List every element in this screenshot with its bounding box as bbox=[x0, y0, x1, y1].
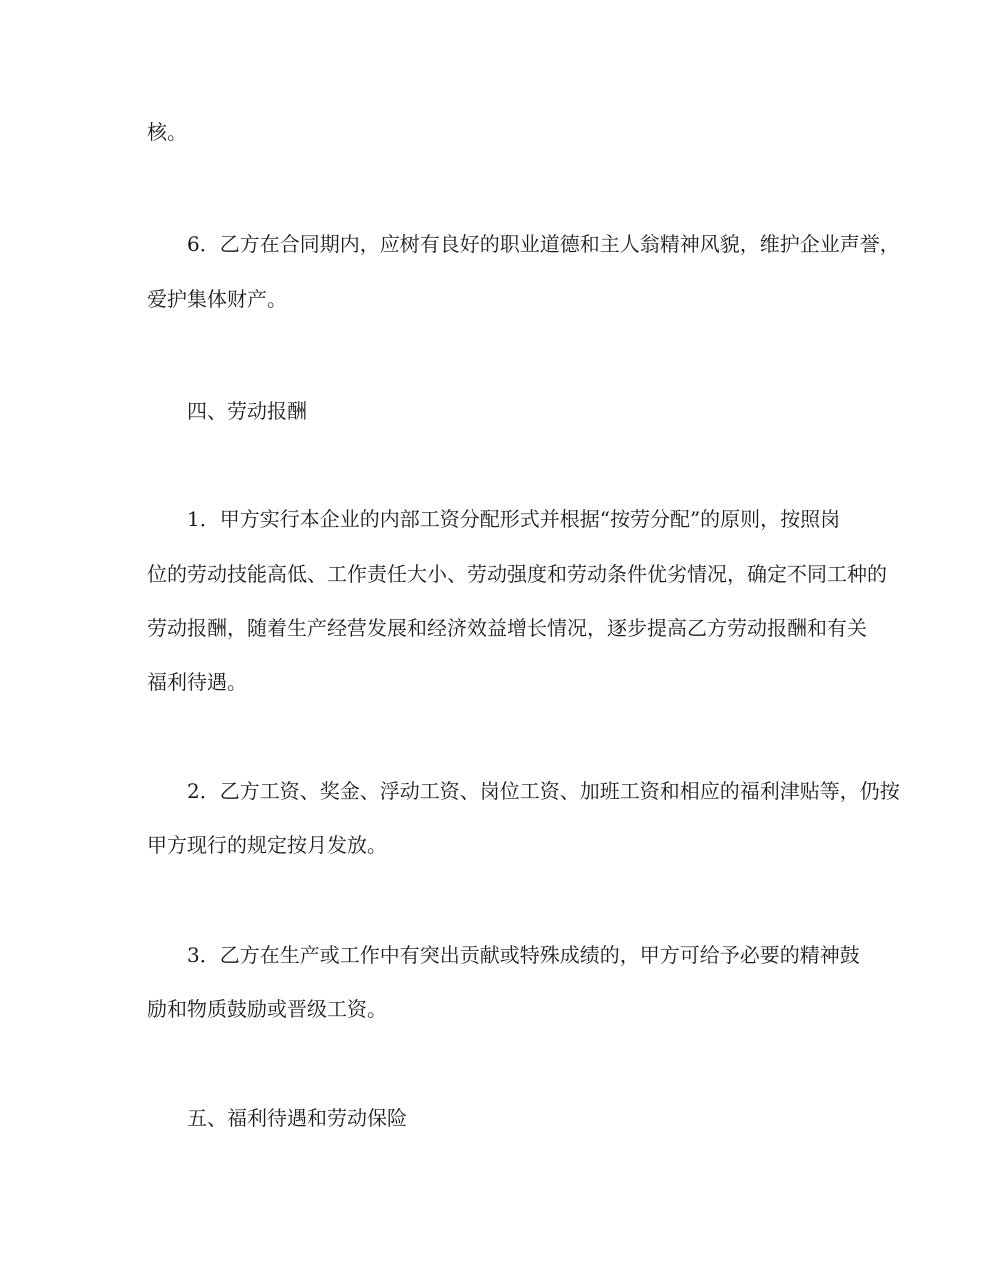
clause-3-line: 3．乙方在生产或工作中有突出贡献或特殊成绩的，甲方可给予必要的精神鼓 bbox=[187, 943, 860, 967]
section-heading-4: 四、劳动报酬 bbox=[187, 399, 307, 423]
text-line: 福利待遇。 bbox=[147, 670, 247, 694]
clause-6-line: 6．乙方在合同期内，应树有良好的职业道德和主人翁精神风貌，维护企业声誉， bbox=[187, 232, 900, 256]
clause-2-line: 2．乙方工资、奖金、浮动工资、岗位工资、加班工资和相应的福利津贴等，仍按 bbox=[187, 779, 900, 803]
text-line: 励和物质鼓励或晋级工资。 bbox=[147, 997, 387, 1021]
text-line: 甲方现行的规定按月发放。 bbox=[147, 833, 387, 857]
text-line: 位的劳动技能高低、工作责任大小、劳动强度和劳动条件优劣情况，确定不同工种的 bbox=[147, 562, 887, 586]
section-heading-5: 五、福利待遇和劳动保险 bbox=[187, 1106, 407, 1130]
text-line: 爱护集体财产。 bbox=[147, 287, 287, 311]
text-line: 劳动报酬，随着生产经营发展和经济效益增长情况，逐步提高乙方劳动报酬和有关 bbox=[147, 616, 867, 640]
text-line: 核。 bbox=[147, 120, 187, 144]
clause-1-line: 1．甲方实行本企业的内部工资分配形式并根据“按劳分配”的原则，按照岗 bbox=[187, 507, 841, 531]
